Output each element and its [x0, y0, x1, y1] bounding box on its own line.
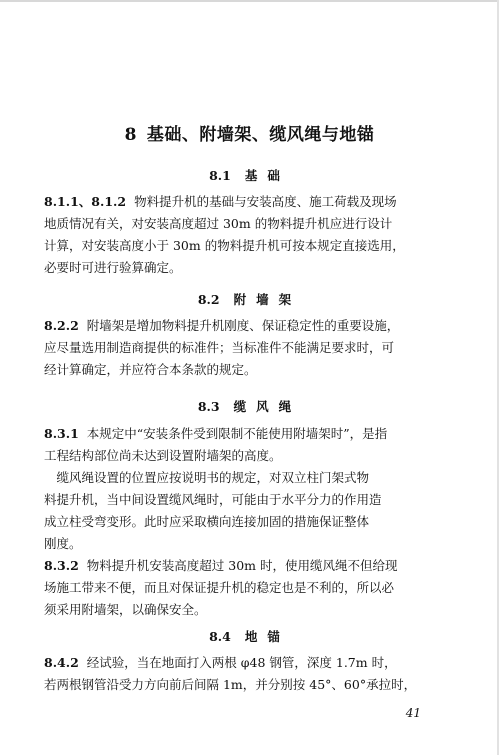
section-title: 缆风绳	[233, 399, 302, 414]
section-heading-8-1	[0, 166, 499, 184]
paragraph-8-2-2	[44, 315, 464, 381]
paragraph-line: 应尽量选用制造商提供的标准件；当标准件不能满足要求时，可	[44, 340, 395, 355]
paragraph-line: 8.3.2 物料提升机安装高度超过 30m 时，使用缆风绳不但给现	[44, 558, 398, 573]
section-heading-8-3	[0, 397, 499, 415]
section-title: 基础	[244, 168, 290, 183]
paragraph-line: 工程结构部位尚未达到设置附墙架的高度。	[44, 448, 282, 463]
section-number: 8.3	[197, 399, 220, 414]
chapter-title-text: 基础、附墙架、缆风绳与地锚	[146, 125, 375, 145]
section-number: 8.4	[209, 629, 231, 644]
paragraph-line: 8.3.1 本规定中“安装条件受到限制不能使用附墙架时”，是指	[44, 426, 388, 441]
section-title: 地锚	[244, 629, 290, 644]
clause-number: 8.2.2	[44, 318, 79, 333]
paragraph-8-4-2	[44, 652, 464, 696]
section-number: 8.2	[197, 292, 220, 307]
clause-number: 8.3.1	[44, 426, 79, 441]
section-number: 8.1	[209, 168, 231, 183]
paragraph-line: 8.1.1、8.1.2 物料提升机的基础与安装高度、施工荷载及现场	[44, 194, 397, 209]
paragraph-line: 计算，对安装高度小于 30m 的物料提升机可按本规定直接选用，	[44, 238, 405, 253]
paragraph-line: 必要时可进行验算确定。	[44, 260, 182, 275]
paragraph-8-3-1	[44, 423, 464, 555]
paragraph-line: 刚度。	[44, 536, 82, 551]
paragraph-line: 缆风绳设置的位置应按说明书的规定，对双立柱门架式物	[44, 470, 370, 485]
section-heading-8-2	[0, 290, 499, 308]
paragraph-line: 须采用附墙架，以确保安全。	[44, 602, 207, 617]
page-number: 41	[405, 706, 421, 720]
clause-number: 8.1.1、8.1.2	[44, 194, 127, 209]
section-heading-8-4	[0, 627, 499, 645]
paragraph-line: 料提升机，当中间设置缆风绳时，可能由于水平分力的作用造	[44, 492, 382, 507]
chapter-number: 8	[124, 125, 137, 145]
paragraph-line: 8.4.2 经试验，当在地面打入两根 φ48 钢管，深度 1.7m 时，	[44, 655, 397, 670]
clause-number: 8.4.2	[44, 655, 79, 670]
paragraph-line: 若两根钢管沿受力方向前后间隔 1m，并分别按 45°、60°承拉时，	[44, 677, 417, 692]
paragraph-8-3-2	[44, 555, 464, 621]
scan-edge-top	[0, 0, 499, 2]
clause-number: 8.3.2	[44, 558, 79, 573]
chapter-title	[0, 120, 499, 145]
paragraph-line: 成立柱受弯变形。此时应采取横向连接加固的措施保证整体	[44, 514, 370, 529]
section-title: 附墙架	[233, 292, 302, 307]
paragraph-line: 地质情况有关，对安装高度超过 30m 的物料提升机应进行设计	[44, 216, 393, 231]
paragraph-line: 场施工带来不便，而且对保证提升机的稳定也是不利的，所以必	[44, 580, 395, 595]
paragraph-line: 经计算确定，并应符合本条款的规定。	[44, 362, 257, 377]
paragraph-8-1-1	[44, 191, 464, 279]
paragraph-line: 8.2.2 附墙架是增加物料提升机刚度、保证稳定性的重要设施，	[44, 318, 400, 333]
